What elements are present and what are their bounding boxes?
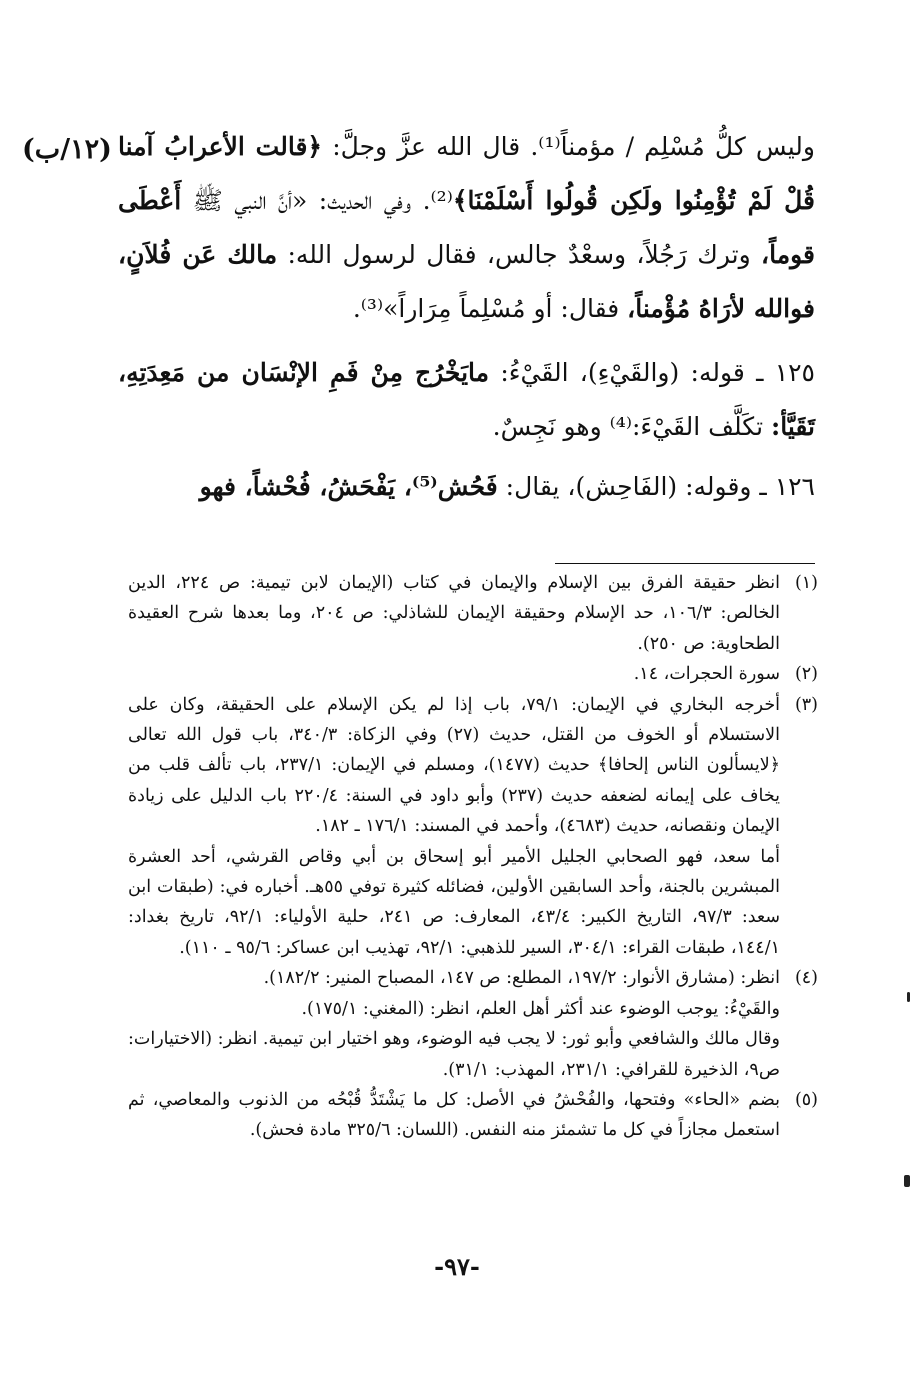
main-text: [118, 120, 815, 514]
p2-definition: مايَخْرُج مِنْ فَمِ الإنْسَان من مَعِدَتِهِ، تَقَيَّأ:: [118, 358, 815, 441]
p3-lead: ١٢٦ ـ وقوله: (الفَاحِش)، يقال:: [497, 472, 815, 501]
paragraph-126: [118, 460, 815, 514]
footnotes: [128, 568, 818, 1146]
footnote-separator: [555, 563, 815, 564]
page-number: -٩٧-: [434, 1252, 480, 1281]
p1-line-2-plain: ⁽²⁾. وفي الحديث: «أنَّ النبي ﷺ: [181, 186, 453, 215]
p1-quran-quote: ﴿قالت الأعرابُ آمنا قُلْ لَمْ تُؤْمِنُوا ولَكِن قُولُوا أَسْلَمْنَا﴾: [118, 132, 815, 215]
footnote-text: وقال مالك والشافعي وأبو ثور: لا يجب فيه الوضوء، وهو اختيار ابن تيمية. انظر: (الاختيارات: ص٩، الذخيرة للقرافي: ٢٣١/١، المهذب: ٣١/١).: [128, 1029, 780, 1080]
footnote-number: (٣): [794, 694, 818, 715]
p1-line-3-plain: وترك رَجُلاً، وسعْدٌ جالس، فقال لرسول الله:: [277, 240, 762, 269]
margin-folio-note: (١٢/ب): [22, 134, 112, 165]
p1-line-4-plain: فقال: أو مُسْلِماً مِرَاراً»⁽³⁾.: [352, 294, 628, 323]
footnote-5: [128, 1085, 818, 1146]
scan-speck: [907, 992, 910, 1002]
p1-line-2-bold: أَعْطَى قوماً،: [118, 186, 815, 269]
footnote-text: أما سعد، فهو الصحابي الجليل الأمير أبو إسحاق بن أبي وقاص القرشي، أحد العشرة المبشرين بالجنة، وأحد السابقين الأولين، فضائله كثيرة توفي ٥٥هـ. أخباره في: (طبقات ابن سعد: ٩٧/٣، التاريخ الكبير: ٤٣/٤، المعارف: ص ٢٤١، حلية الأولياء: ٩٢/١، تاريخ بغداد: ١٤٤/١، طبقات القراء: ٣٠٤/١، السير للذهبي: ٩٢/١، تهذيب ابن عساكر: ٩٥/٦ ـ ١١٠).: [128, 846, 781, 958]
p2-rest: تكَلَّف القَيْءَ:⁽⁴⁾ وهو نَجِسٌ.: [492, 412, 771, 441]
footnote-3: [128, 690, 818, 964]
footnote-text: انظر: (مشارق الأنوار: ١٩٧/٢، المطلع: ص ١٤٧، المصباح المنير: ١٨٢/٢).: [263, 968, 780, 989]
footnote-text: والقَيْءُ: يوجب الوضوء عند أكثر أهل العلم، انظر: (المغني: ١٧٥/١).: [301, 998, 780, 1019]
footnote-text: سورة الحجرات، ١٤.: [633, 664, 780, 685]
scan-speck: [904, 1175, 910, 1187]
footnote-text: أخرجه البخاري في الإيمان: ٧٩/١، باب إذا لم يكن الإسلام على الحقيقة، وكان على الاستسلام أو الخوف من القتل، حديث (٢٧) وفي الزكاة: ٣٤٠/٣، باب قول الله تعالى ﴿لايسألون الناس إلحافا﴾ حديث (١٤٧٧)، ومسلم في الإيمان: ٢٣٧/١، باب تألف قلب من يخاف على إيمانه لضعفه حديث (٢٣٧) وأبو داود في السنة: ٢٢٠/٤ باب الدليل على زيادة الإيمان ونقصانه، حديث (٤٦٨٣)، وأحمد في المسند: ١٧٦/١ ـ ١٨٢.: [128, 694, 781, 837]
footnote-2: [128, 659, 818, 689]
footnote-number: (٢): [794, 664, 818, 685]
p1-line-1-plain: وليس كلُّ مُسْلِم / مؤمناً⁽¹⁾. قال الله عزَّ وجلَّ:: [322, 132, 815, 161]
footnote-text: انظر حقيقة الفرق بين الإسلام والإيمان في كتاب (الإيمان لابن تيمية: ص ٢٢٤، الدين الخالص: ١٠٦/٣، حد الإسلام وحقيقة الإيمان للشاذلي: ص ٢٠٤، وما بعدها شرح العقيدة الطحاوية: ص ٢٥٠).: [128, 573, 780, 654]
footnote-4: [128, 963, 818, 1085]
p3-definition: فَحُش⁽⁵⁾، يَفْحَشُ، فُحْشاً، فهو: [199, 472, 498, 501]
paragraph-1: [118, 120, 815, 336]
footnote-text: بضم «الحاء» وفتحها، والفُحْشُ في الأصل: كل ما يَشْتَدُّ قُبْحُه من الذنوب والمعاصي، ثم استعمل مجازاً في كل ما تشمئز منه النفس. (اللسان: ٣٢٥/٦ مادة فحش).: [128, 1089, 780, 1141]
paragraph-125: [118, 346, 815, 454]
footnote-number: (٤): [794, 968, 818, 989]
footnote-number: (٥): [794, 1089, 818, 1110]
p1-line-3-bold: مالك عَن فُلاَنٍ، فوالله لأرَاهُ مُؤْمناً،: [118, 240, 815, 323]
footnote-1: [128, 568, 818, 659]
footnote-number: (١): [794, 573, 818, 593]
p2-lead: ١٢٥ ـ قوله: (والقَيْءِ)، القَيْءُ:: [489, 358, 815, 387]
